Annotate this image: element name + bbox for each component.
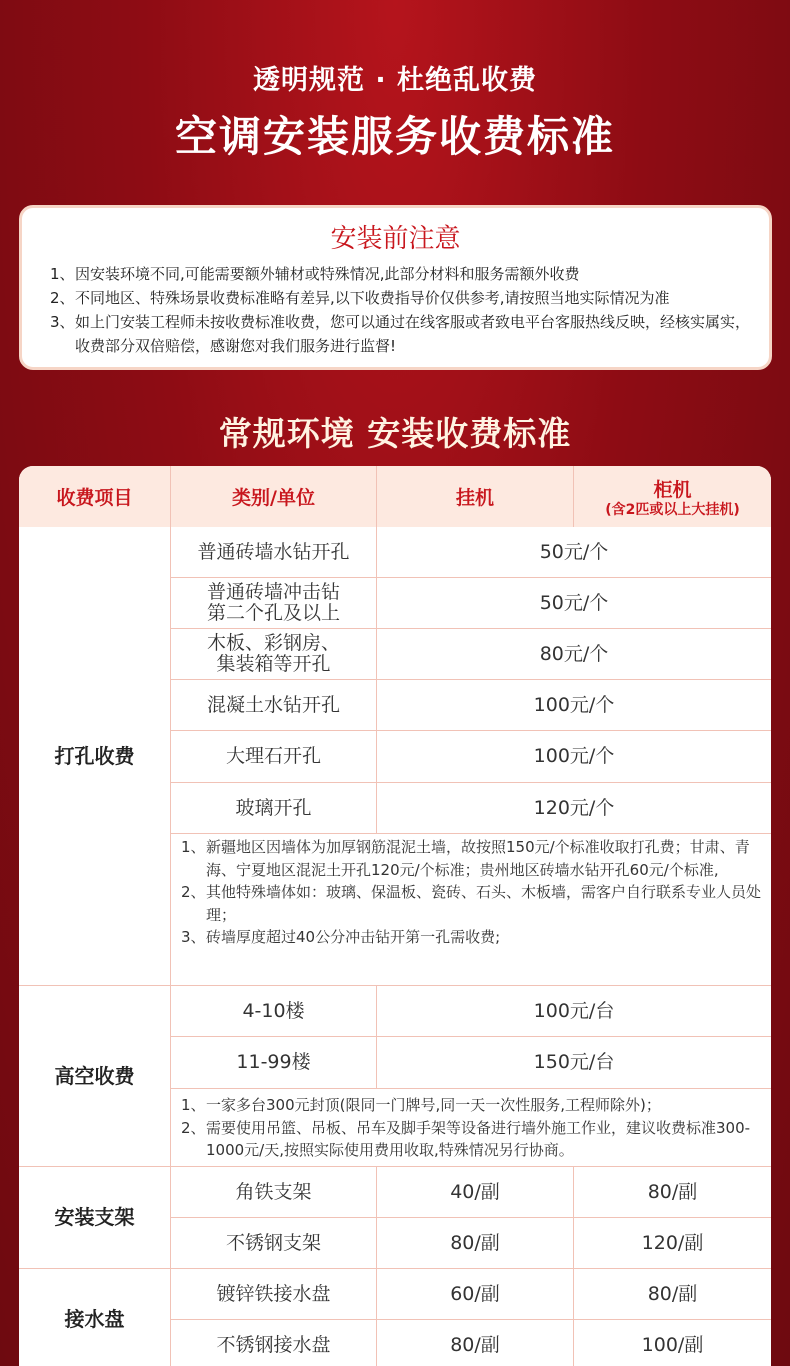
note-item [181,1117,763,1162]
section-title: 常规环境 安装收费标准 [218,414,572,453]
category-height: 高空收费 [19,986,171,1167]
height-notes [171,1089,771,1167]
type-cell: 玻璃开孔 [171,783,377,834]
header-item: 收费项目 [19,466,171,527]
cabinet-price-cell: 120/副 [574,1218,771,1269]
table-header [19,466,771,527]
price-cell: 100元/个 [377,680,771,731]
price-cell: 150元/台 [377,1037,771,1089]
note-text: 新疆地区因墙体为加厚钢筋混泥土墙，故按照150元/个标准收取打孔费；甘肃、青海、宁夏地区混泥土开孔120元/个标准；贵州地区砖墙水钻开孔60元/个标准, [206,838,750,879]
page-title: 空调安装服务收费标准 [174,112,615,161]
fee-table [19,466,771,1366]
notice-item-text: 不同地区、特殊场景收费标准略有差异,以下收费指导价仅供参考,请按照当地实际情况为准 [75,289,670,307]
note-text: 其他特殊墙体如：玻璃、保温板、瓷砖、石头、木板墙，需客户自行联系专业人员处理； [206,883,762,924]
wall-price-cell: 60/副 [377,1269,574,1320]
notice-item-text: 因安装环境不同,可能需要额外辅材或特殊情况,此部分材料和服务需额外收费 [75,265,580,283]
wall-price-cell: 80/副 [377,1320,574,1366]
header-type: 类别/单位 [171,466,377,527]
note-item [181,926,763,949]
notice-item [50,286,751,310]
cabinet-price-cell: 100/副 [574,1320,771,1366]
price-cell: 50元/个 [377,578,771,629]
note-number: 1、 [181,838,206,856]
notice-item-number: 2、 [50,289,75,307]
header-cabinet-label: 柜机 [653,479,692,501]
price-cell: 100元/个 [377,731,771,783]
note-text: 需要使用吊篮、吊板、吊车及脚手架等设备进行墙外施工作业，建议收费标准300-1000元/天,按照实际使用费用收取,特殊情况另行协商。 [206,1118,751,1159]
wall-price-cell: 40/副 [377,1167,574,1218]
type-cell: 4-10楼 [171,986,377,1037]
note-item [181,881,763,926]
notice-card [19,205,772,370]
notice-item-number: 1、 [50,265,75,283]
category-bracket: 安装支架 [19,1167,171,1269]
price-cell: 100元/台 [377,986,771,1037]
note-text: 砖墙厚度超过40公分冲击钻开第一孔需收费; [206,928,501,946]
page-subtitle: 透明规范 · 杜绝乱收费 [252,65,538,96]
type-cell: 混凝土水钻开孔 [171,680,377,731]
type-cell: 大理石开孔 [171,731,377,783]
notice-item [50,262,751,286]
category-drilling: 打孔收费 [19,527,171,986]
note-text: 一家多台300元封顶(限同一门牌号,同一天一次性服务,工程师除外)； [206,1096,661,1114]
type-cell: 木板、彩钢房、集装箱等开孔 [171,629,377,680]
category-tray: 接水盘 [19,1269,171,1366]
type-cell: 镀锌铁接水盘 [171,1269,377,1320]
price-cell: 80元/个 [377,629,771,680]
type-cell: 11-99楼 [171,1037,377,1089]
header-cabinet [574,466,771,527]
notice-item-text: 如上门安装工程师未按收费标准收费，您可以通过在线客服或者致电平台客服热线反映，经核实属实，收费部分双倍赔偿，感谢您对我们服务进行监督! [75,313,751,355]
wall-price-cell: 80/副 [377,1218,574,1269]
type-cell: 普通砖墙水钻开孔 [171,527,377,578]
note-item [181,836,763,881]
drilling-notes [171,834,771,986]
header-cabinet-sub: (含2匹或以上大挂机) [605,502,740,518]
note-item [181,1094,763,1117]
type-cell: 不锈钢接水盘 [171,1320,377,1366]
notice-list [22,256,769,358]
type-cell: 普通砖墙冲击钻第二个孔及以上 [171,578,377,629]
note-number: 2、 [181,883,206,901]
type-cell: 角铁支架 [171,1167,377,1218]
notice-item-number: 3、 [50,313,75,331]
header-wall: 挂机 [377,466,574,527]
price-cell: 50元/个 [377,527,771,578]
type-cell: 不锈钢支架 [171,1218,377,1269]
cabinet-price-cell: 80/副 [574,1167,771,1218]
note-number: 3、 [181,928,206,946]
price-cell: 120元/个 [377,783,771,834]
cabinet-price-cell: 80/副 [574,1269,771,1320]
note-number: 1、 [181,1096,206,1114]
notice-title: 安装前注意 [330,224,461,254]
notice-item [50,310,751,358]
note-number: 2、 [181,1118,206,1137]
